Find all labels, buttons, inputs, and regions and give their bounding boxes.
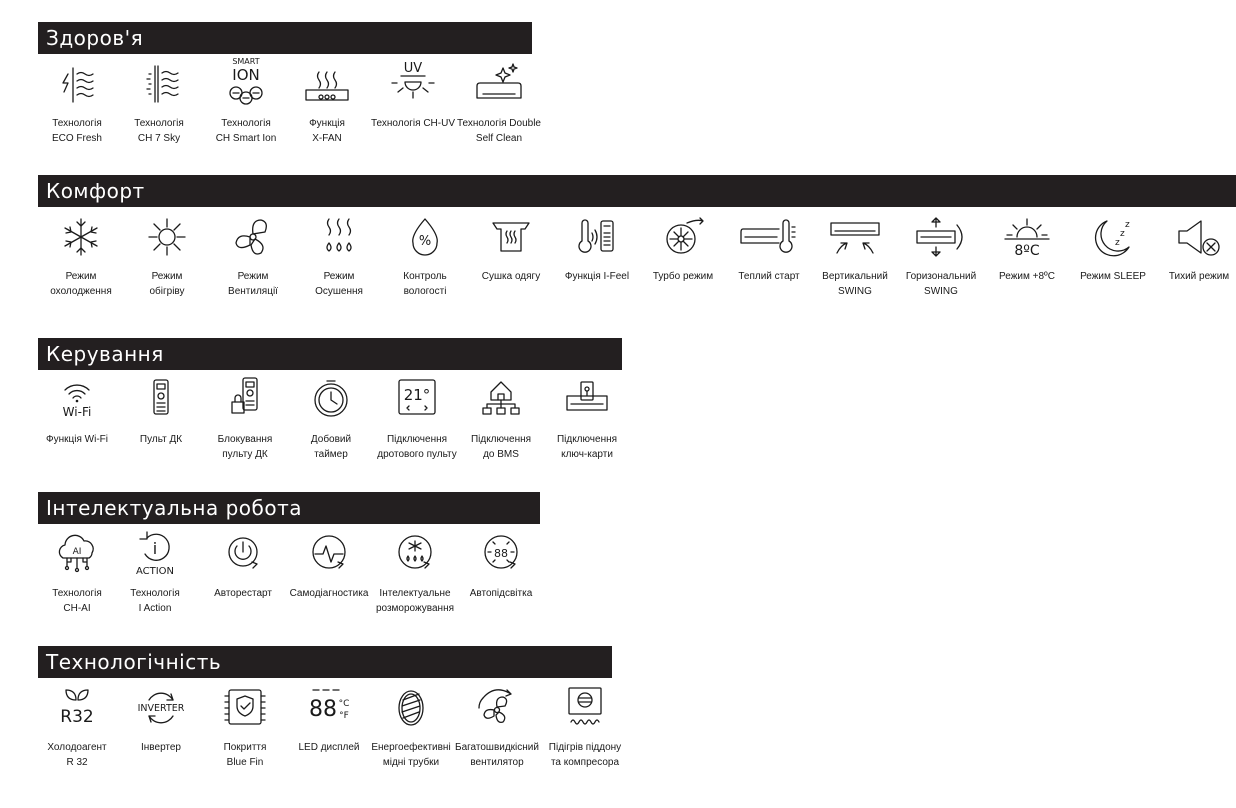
feature-label: Холодоагент R 32 [47, 742, 107, 768]
feature-label: Енергоефективні мідні трубки [371, 742, 451, 768]
bms-network-icon [471, 370, 531, 430]
feature-led-display [286, 678, 372, 755]
horizontal-swing-icon [911, 207, 971, 267]
feature-label: Підключення дротового пульту [377, 434, 457, 460]
feature-label: Добовий таймер [310, 434, 352, 460]
feature-ch-ai [34, 524, 120, 616]
feature-horizontal-swing [898, 207, 984, 299]
feature-silent [1156, 207, 1236, 284]
feature-vertical-swing [812, 207, 898, 299]
feature-humidity-control [382, 207, 468, 299]
section-title: Здоров'я [38, 22, 532, 54]
feature-label: Інтелектуальне розморожування [375, 588, 455, 614]
feature-label: Автопідсвітка [469, 588, 533, 599]
heater-icon [555, 678, 615, 738]
feature-remote [118, 370, 204, 447]
icon-text: SMART [232, 57, 260, 66]
feature-label: Пульт ДК [139, 434, 183, 445]
feature-label: Технологія I Action [130, 588, 180, 614]
timer-icon [301, 370, 361, 430]
sun-icon [137, 207, 197, 267]
feature-warm-start [726, 207, 812, 284]
feature-label: Покриття Blue Fin [223, 742, 267, 768]
feature-auto-restart [200, 524, 286, 601]
feature-ventilation [210, 207, 296, 299]
multi-speed-fan-icon [467, 678, 527, 738]
feature-label: Технологія CH Smart Ion [215, 118, 277, 144]
humidity-drop-icon [395, 207, 455, 267]
icon-text: °C [338, 699, 350, 709]
self-diagnosis-icon [299, 524, 359, 584]
i-action-icon [125, 524, 185, 584]
icon-text: R32 [60, 707, 94, 727]
feature-label: Самодіагностика [289, 588, 369, 599]
feature-dehumidify [296, 207, 382, 299]
vertical-swing-icon [825, 207, 885, 267]
feature-multi-speed-fan [454, 678, 540, 770]
feature-label: Режим охолодження [50, 271, 112, 297]
feature-wired-controller [374, 370, 460, 462]
feature-label: Контроль вологості [403, 271, 447, 297]
feature-list [38, 370, 622, 500]
feature-label: Режим +8ºC [999, 271, 1055, 282]
remote-icon [131, 370, 191, 430]
feature-x-fan [284, 54, 370, 146]
wifi-icon [47, 370, 107, 430]
feature-key-card [544, 370, 630, 462]
feature-eco-fresh [34, 54, 120, 146]
wired-controller-icon [387, 370, 447, 430]
feature-heater [542, 678, 628, 770]
section-health [38, 22, 541, 184]
feature-inverter [118, 678, 204, 755]
eco-fresh-icon [47, 54, 107, 114]
heat-8c-icon [997, 207, 1057, 267]
icon-text: 88 [309, 697, 337, 722]
feature-label: Тихий режим [1168, 271, 1230, 282]
ai-cloud-icon [47, 524, 107, 584]
feature-self-clean [456, 54, 542, 146]
feature-label: Підключення ключ-карти [556, 434, 618, 460]
feature-label: Режим обігріву [149, 271, 185, 297]
feature-smart-ion [203, 54, 289, 146]
icon-text: i [152, 539, 158, 558]
icon-text: 8ºC [1014, 243, 1040, 259]
feature-clothes-dry [468, 207, 554, 284]
r32-leaf-icon [47, 678, 107, 738]
feature-list [38, 524, 540, 654]
icon-text: Wi-Fi [62, 405, 92, 419]
auto-restart-icon [213, 524, 273, 584]
dehumidify-icon [309, 207, 369, 267]
section-control [38, 338, 622, 500]
feature-i-action [112, 524, 198, 616]
icon-text: INVERTER [137, 703, 185, 714]
section-comfort [38, 175, 1236, 337]
feature-defrost [372, 524, 458, 616]
feature-remote-lock [202, 370, 288, 462]
smart-ion-icon [216, 54, 276, 114]
feature-label: LED дисплей [298, 742, 360, 753]
feature-list [38, 207, 1236, 337]
feature-timer [288, 370, 374, 462]
icon-text: z [1115, 238, 1120, 248]
icon-text: ION [232, 66, 260, 84]
section-intelligent [38, 492, 540, 654]
icon-text: ACTION [135, 566, 175, 577]
warm-start-icon [739, 207, 799, 267]
feature-label: Технологія CH-UV [371, 118, 455, 129]
feature-7-sky [116, 54, 202, 146]
silent-icon [1169, 207, 1229, 267]
x-fan-icon [297, 54, 357, 114]
icon-text: z [1120, 229, 1125, 239]
snowflake-icon [51, 207, 111, 267]
feature-list [38, 678, 622, 808]
shirt-dry-icon [481, 207, 541, 267]
feature-copper-tube [368, 678, 454, 770]
sky-filter-icon [129, 54, 189, 114]
icon-text: 21° [403, 386, 431, 404]
feature-label: Технологія ECO Fresh [51, 118, 102, 144]
self-clean-icon [469, 54, 529, 114]
feature-turbo [640, 207, 726, 284]
feature-heat-8c [984, 207, 1070, 284]
feature-label: Сушка одягу [481, 271, 541, 282]
feature-label: Режим SLEEP [1080, 271, 1146, 282]
feature-bms [458, 370, 544, 462]
feature-label: Функція I-Feel [564, 271, 630, 282]
feature-auto-backlight [458, 524, 544, 601]
feature-label: Вертикальний SWING [822, 271, 888, 297]
feature-i-feel [554, 207, 640, 284]
i-feel-icon [567, 207, 627, 267]
feature-label: Підключення до BMS [470, 434, 532, 460]
remote-lock-icon [215, 370, 275, 430]
icon-text: 88 [494, 547, 508, 560]
key-card-icon [557, 370, 617, 430]
copper-tube-icon [381, 678, 441, 738]
feature-label: Авторестарт [214, 588, 272, 599]
icon-text: UV [403, 61, 423, 76]
section-title: Інтелектуальна робота [38, 492, 540, 524]
icon-text: °F [339, 711, 349, 721]
feature-self-diagnosis [286, 524, 372, 601]
feature-blue-fin [202, 678, 288, 770]
feature-label: Функція X-FAN [309, 118, 345, 144]
feature-label: Турбо режим [652, 271, 714, 282]
feature-label: Технологія CH-AI [52, 588, 102, 614]
feature-label: Багатошвидкісний вентилятор [455, 742, 539, 768]
icon-text: % [418, 234, 432, 249]
feature-cooling [38, 207, 124, 299]
section-title: Комфорт [38, 175, 1236, 207]
feature-label: Теплий старт [738, 271, 800, 282]
feature-label: Інвертер [141, 742, 181, 753]
feature-label: Підігрів піддону та компресора [548, 742, 622, 768]
feature-label: Технологія CH 7 Sky [134, 118, 184, 144]
feature-label: Функція Wi-Fi [46, 434, 108, 445]
feature-list [38, 54, 541, 184]
uv-lamp-icon [383, 54, 443, 114]
turbo-icon [653, 207, 713, 267]
inverter-icon [131, 678, 191, 738]
section-title: Технологічність [38, 646, 612, 678]
fan-icon [223, 207, 283, 267]
feature-r32 [34, 678, 120, 770]
icon-text: z [1125, 220, 1130, 230]
feature-ch-uv [370, 54, 456, 131]
feature-label: Горизональний SWING [905, 271, 977, 297]
defrost-icon [385, 524, 445, 584]
feature-label: Режим Вентиляції [228, 271, 278, 297]
feature-wifi [34, 370, 120, 447]
feature-sleep [1070, 207, 1156, 284]
auto-backlight-icon [471, 524, 531, 584]
icon-text: AI [72, 547, 82, 557]
feature-label: Режим Осушення [315, 271, 363, 297]
feature-label: Технологія Double Self Clean [456, 118, 541, 144]
section-technology [38, 646, 622, 808]
blue-fin-icon [215, 678, 275, 738]
feature-label: Блокування пульту ДК [217, 434, 273, 460]
feature-heating [124, 207, 210, 299]
sleep-moon-icon [1083, 207, 1143, 267]
led-display-icon [299, 678, 359, 738]
section-title: Керування [38, 338, 622, 370]
